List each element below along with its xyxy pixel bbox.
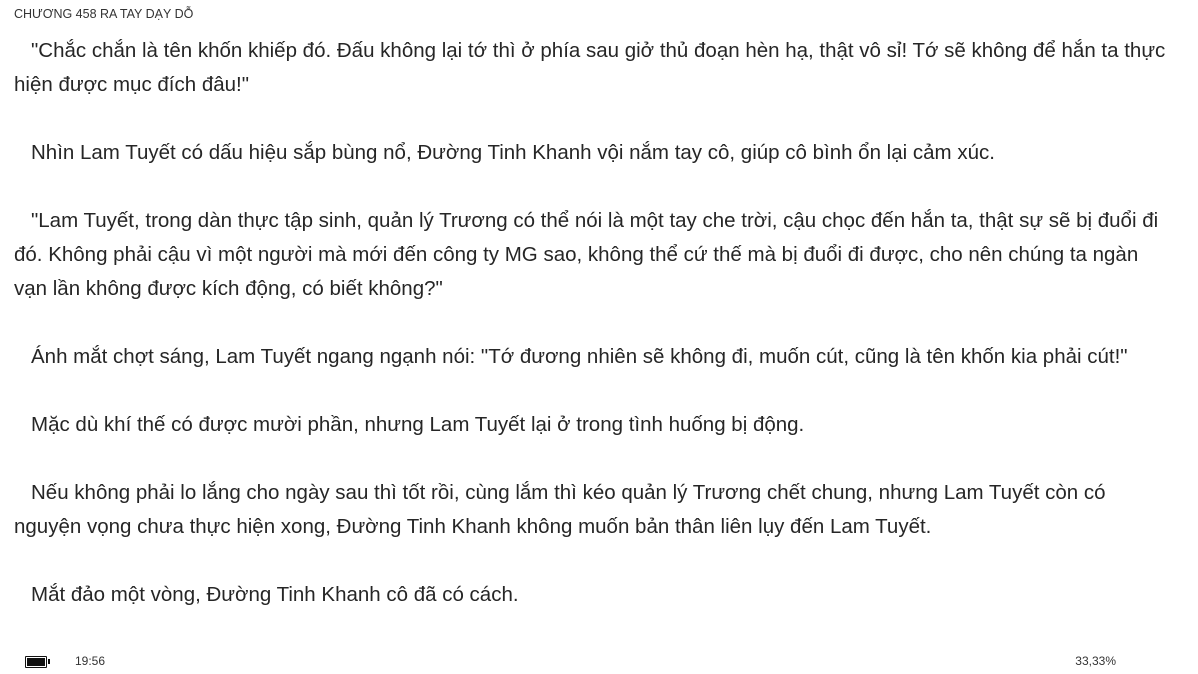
paragraph-4: Ánh mắt chợt sáng, Lam Tuyết ngang ngạnh nói: "Tớ đương nhiên sẽ không đi, muốn cút, cũng là tên khốn kia phải cút!" [31,345,1128,368]
paragraph-6: Nếu không phải lo lắng cho ngày sau thì tốt rồi, cùng lắm thì kéo quản lý Trương chết chung, nhưng Lam Tuyết còn có nguyện vọng chưa thực hiện xong, Đường Tinh Khanh không muốn bản thân liên lụy đến Lam Tuyết. [14,481,1106,538]
paragraph-5: Mặc dù khí thế có được mười phần, nhưng Lam Tuyết lại ở trong tình huống bị động. [31,413,805,436]
battery-tip [48,659,50,664]
battery-icon [25,656,47,668]
clock-time: 19:56 [75,654,106,668]
paragraph-7: Mắt đảo một vòng, Đường Tinh Khanh cô đã có cách. [31,583,519,606]
paragraph-1: "Chắc chắn là tên khốn khiếp đó. Đấu không lại tớ thì ở phía sau giở thủ đoạn hèn hạ, thật vô sỉ! Tớ sẽ không để hắn ta thực hiện được mục đích đâu!" [14,39,1166,96]
chapter-title: CHƯƠNG 458 RA TAY DẠY DỖ [14,7,194,21]
reading-progress: 33,33% [1075,654,1116,668]
status-bar [0,650,1198,674]
reader-content[interactable] [14,34,1176,646]
paragraph-3: "Lam Tuyết, trong dàn thực tập sinh, quản lý Trương có thể nói là một tay che trời, cậu chọc đến hắn ta, thật sự sẽ bị đuổi đi đó. Không phải cậu vì một người mà mới đến công ty MG sao, không thể cứ thế mà bị đuổi đi được, cho nên chúng ta ngàn vạn lần không được kích động, có biết không?" [14,209,1159,300]
paragraph-2: Nhìn Lam Tuyết có dấu hiệu sắp bùng nổ, Đường Tinh Khanh vội nắm tay cô, giúp cô bình ổn lại cảm xúc. [31,141,995,164]
battery-level-fill [27,658,45,666]
